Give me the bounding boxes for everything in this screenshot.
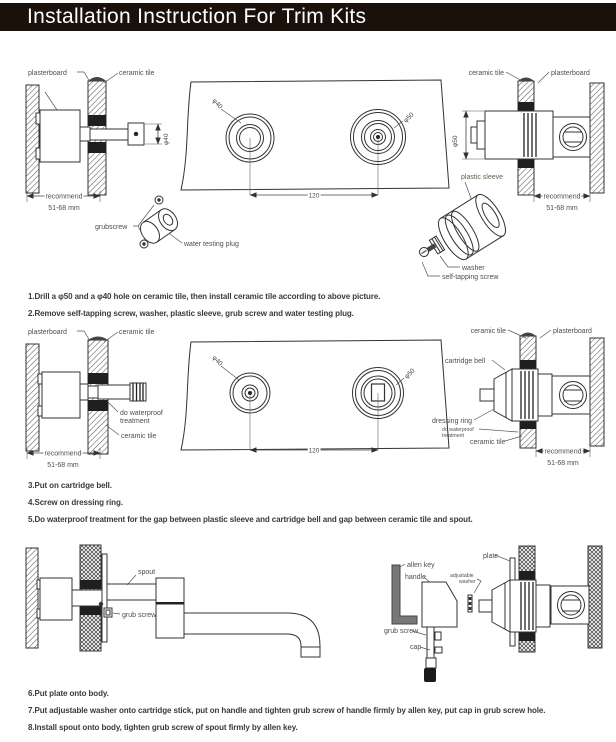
recommend-label: recommend	[544, 448, 582, 456]
instruction-step-8: 8.Install spout onto body, tighten grub screw of spout firmly by allen key.	[28, 723, 298, 732]
valve-behind-wall	[551, 586, 589, 624]
cartridge-bell-assembly	[480, 369, 552, 421]
dressing-ring-label: dressing ring	[432, 418, 473, 425]
plasterboard-wall	[590, 83, 604, 193]
tile-hole-edge	[519, 571, 535, 580]
step2-right-diagram	[432, 328, 604, 467]
adjustable-washer-label-2: washer	[459, 579, 476, 585]
phi50-callout: φ50	[403, 367, 417, 381]
do-waterproof-label: do waterproof	[120, 410, 163, 417]
tile-hole-edge	[518, 102, 534, 111]
plasterboard-wall	[26, 344, 39, 451]
step3-right-diagram	[479, 546, 602, 652]
tile-hole-edge	[518, 159, 534, 168]
phi40-label: φ40	[163, 133, 170, 145]
instruction-step-1: 1.Drill a φ50 and a φ40 hole on ceramic tile, then install ceramic tile according to above picture.	[28, 292, 381, 301]
plastic-sleeve-label: plastic sleeve	[461, 174, 504, 181]
step1-sleeve-parts	[418, 190, 511, 281]
phi50-callout: φ50	[402, 111, 416, 125]
plastic-sleeve-part	[433, 190, 511, 264]
ceramic-tile-label: ceramic tile	[119, 70, 155, 77]
cap-label: cap	[410, 644, 422, 651]
water-testing-plug-label: water testing plug	[184, 241, 239, 248]
title-bar	[0, 3, 616, 31]
instruction-step-4: 4.Screw on dressing ring.	[28, 498, 123, 507]
hole-distance-label: 120	[308, 192, 320, 200]
instruction-step-2: 2.Remove self-tapping screw, washer, plastic sleeve, grub screw and water testing plug.	[28, 309, 354, 318]
trim-sleeve-body	[471, 111, 553, 159]
recommend-label: recommend	[45, 193, 83, 201]
phi40-callout: φ40	[210, 97, 224, 111]
hole-distance-label: 120	[308, 447, 320, 455]
valve-behind-wall	[553, 117, 590, 157]
plasterboard-label: plasterboard	[28, 70, 67, 77]
do-waterproof-label: do waterproof	[442, 427, 474, 433]
tile-hole-edge	[519, 632, 535, 641]
recommend-dimension	[536, 446, 590, 467]
treatment-label: treatment	[442, 433, 464, 439]
tile-hole-edge	[88, 142, 106, 153]
plasterboard-label: plasterboard	[28, 329, 67, 336]
self-tapping-screw-label: self-tapping screw	[442, 274, 499, 281]
step1-left-diagram	[26, 70, 170, 212]
grub-screw-top	[155, 196, 163, 204]
handle-label: handle	[405, 574, 427, 581]
step3-handle-parts	[384, 562, 481, 682]
adjustable-washer-label-1: adjustable	[450, 573, 474, 579]
tile-hole-edge	[88, 373, 108, 384]
instructions-1-2	[28, 288, 612, 322]
adjustable-washer	[468, 595, 472, 612]
allen-key-label: allen key	[407, 562, 435, 569]
tile-hole-edge	[88, 400, 108, 411]
step3-left-diagram	[26, 545, 320, 657]
plasterboard-wall	[588, 546, 602, 648]
instruction-step-7: 7.Put adjustable washer onto cartridge stick, put on handle and tighten grub screw of handle firmly by allen key, put cap in grub screw hole.	[28, 706, 546, 715]
plasterboard-wall	[590, 338, 604, 446]
washer-label: washer	[462, 265, 485, 272]
cartridge-bell-label: cartridge bell	[445, 358, 486, 365]
step2-left-diagram	[26, 329, 163, 469]
hole-distance-dimension	[250, 393, 378, 455]
tile-hole-edge	[80, 580, 101, 589]
step3-diagrams	[0, 540, 616, 690]
step1-right-diagram	[452, 70, 604, 212]
plasterboard-wall	[26, 548, 38, 648]
instruction-step-6: 6.Put plate onto body.	[28, 689, 109, 698]
ceramic-tile-label-2: ceramic tile	[470, 439, 506, 446]
grub-screw-bottom	[140, 240, 148, 248]
ceramic-tile-label: ceramic tile	[470, 328, 506, 335]
instructions-3-5	[28, 477, 612, 528]
phi40-dimension	[145, 124, 170, 145]
tile-hole-edge	[88, 115, 106, 126]
phi50-label: φ50	[452, 135, 459, 147]
plasterboard-label: plasterboard	[551, 70, 590, 77]
cartridge-stick-tip	[424, 668, 436, 682]
recommend-range-label: 51-68 mm	[546, 205, 578, 212]
grub-screw-label: grub screw	[384, 628, 419, 635]
ceramic-tile-label-2: ceramic tile	[121, 433, 157, 440]
treatment-label: treatment	[120, 418, 150, 425]
step2-front-view	[181, 340, 449, 455]
step1-front-view	[181, 80, 449, 200]
tile-grout-mound	[88, 337, 108, 341]
recommend-range-label: 51-68 mm	[47, 462, 79, 469]
ceramic-tile-label: ceramic tile	[119, 329, 155, 336]
recommend-label: recommend	[543, 193, 581, 201]
page-title: Installation Instruction For Trim Kits	[27, 5, 367, 28]
cartridge-bell-assembly	[479, 580, 550, 632]
wall-panel-outline	[181, 80, 449, 190]
valve-behind-wall	[552, 376, 590, 414]
recommend-range-label: 51-68 mm	[48, 205, 80, 212]
tile-grout-mound	[518, 78, 534, 82]
plasterboard-wall	[26, 85, 39, 193]
handle	[422, 582, 457, 682]
instructions-6-8	[28, 685, 612, 736]
tile-hole-edge	[520, 421, 536, 429]
plasterboard-label: plasterboard	[553, 328, 592, 335]
recommend-label: recommend	[44, 450, 82, 458]
phi40-callout: φ40	[210, 354, 224, 368]
tile-hole-edge	[520, 360, 536, 369]
wall-panel-outline	[181, 340, 449, 450]
grub-screw-label: grub screw	[122, 612, 157, 619]
plate	[102, 554, 107, 642]
instruction-step-5: 5.Do waterproof treatment for the gap between plastic sleeve and cartridge bell and gap between ceramic tile and spout.	[28, 515, 473, 524]
self-tapping-screw-part	[418, 241, 438, 258]
instruction-step-3: 3.Put on cartridge bell.	[28, 481, 112, 490]
recommend-dimension	[534, 191, 590, 212]
tile-grout-mound	[88, 77, 106, 81]
ceramic-tile-label: ceramic tile	[468, 70, 504, 77]
grubscrew-label: grubscrew	[95, 224, 128, 231]
tile-grout-mound	[520, 333, 536, 337]
recommend-range-label: 51-68 mm	[547, 460, 579, 467]
step1-grubscrew-parts	[95, 196, 239, 248]
spout-label: spout	[138, 569, 156, 576]
plate-label: plate	[483, 553, 499, 560]
step1-diagrams	[0, 55, 616, 290]
step2-diagrams	[0, 322, 616, 478]
tile-hole-edge	[80, 606, 101, 615]
